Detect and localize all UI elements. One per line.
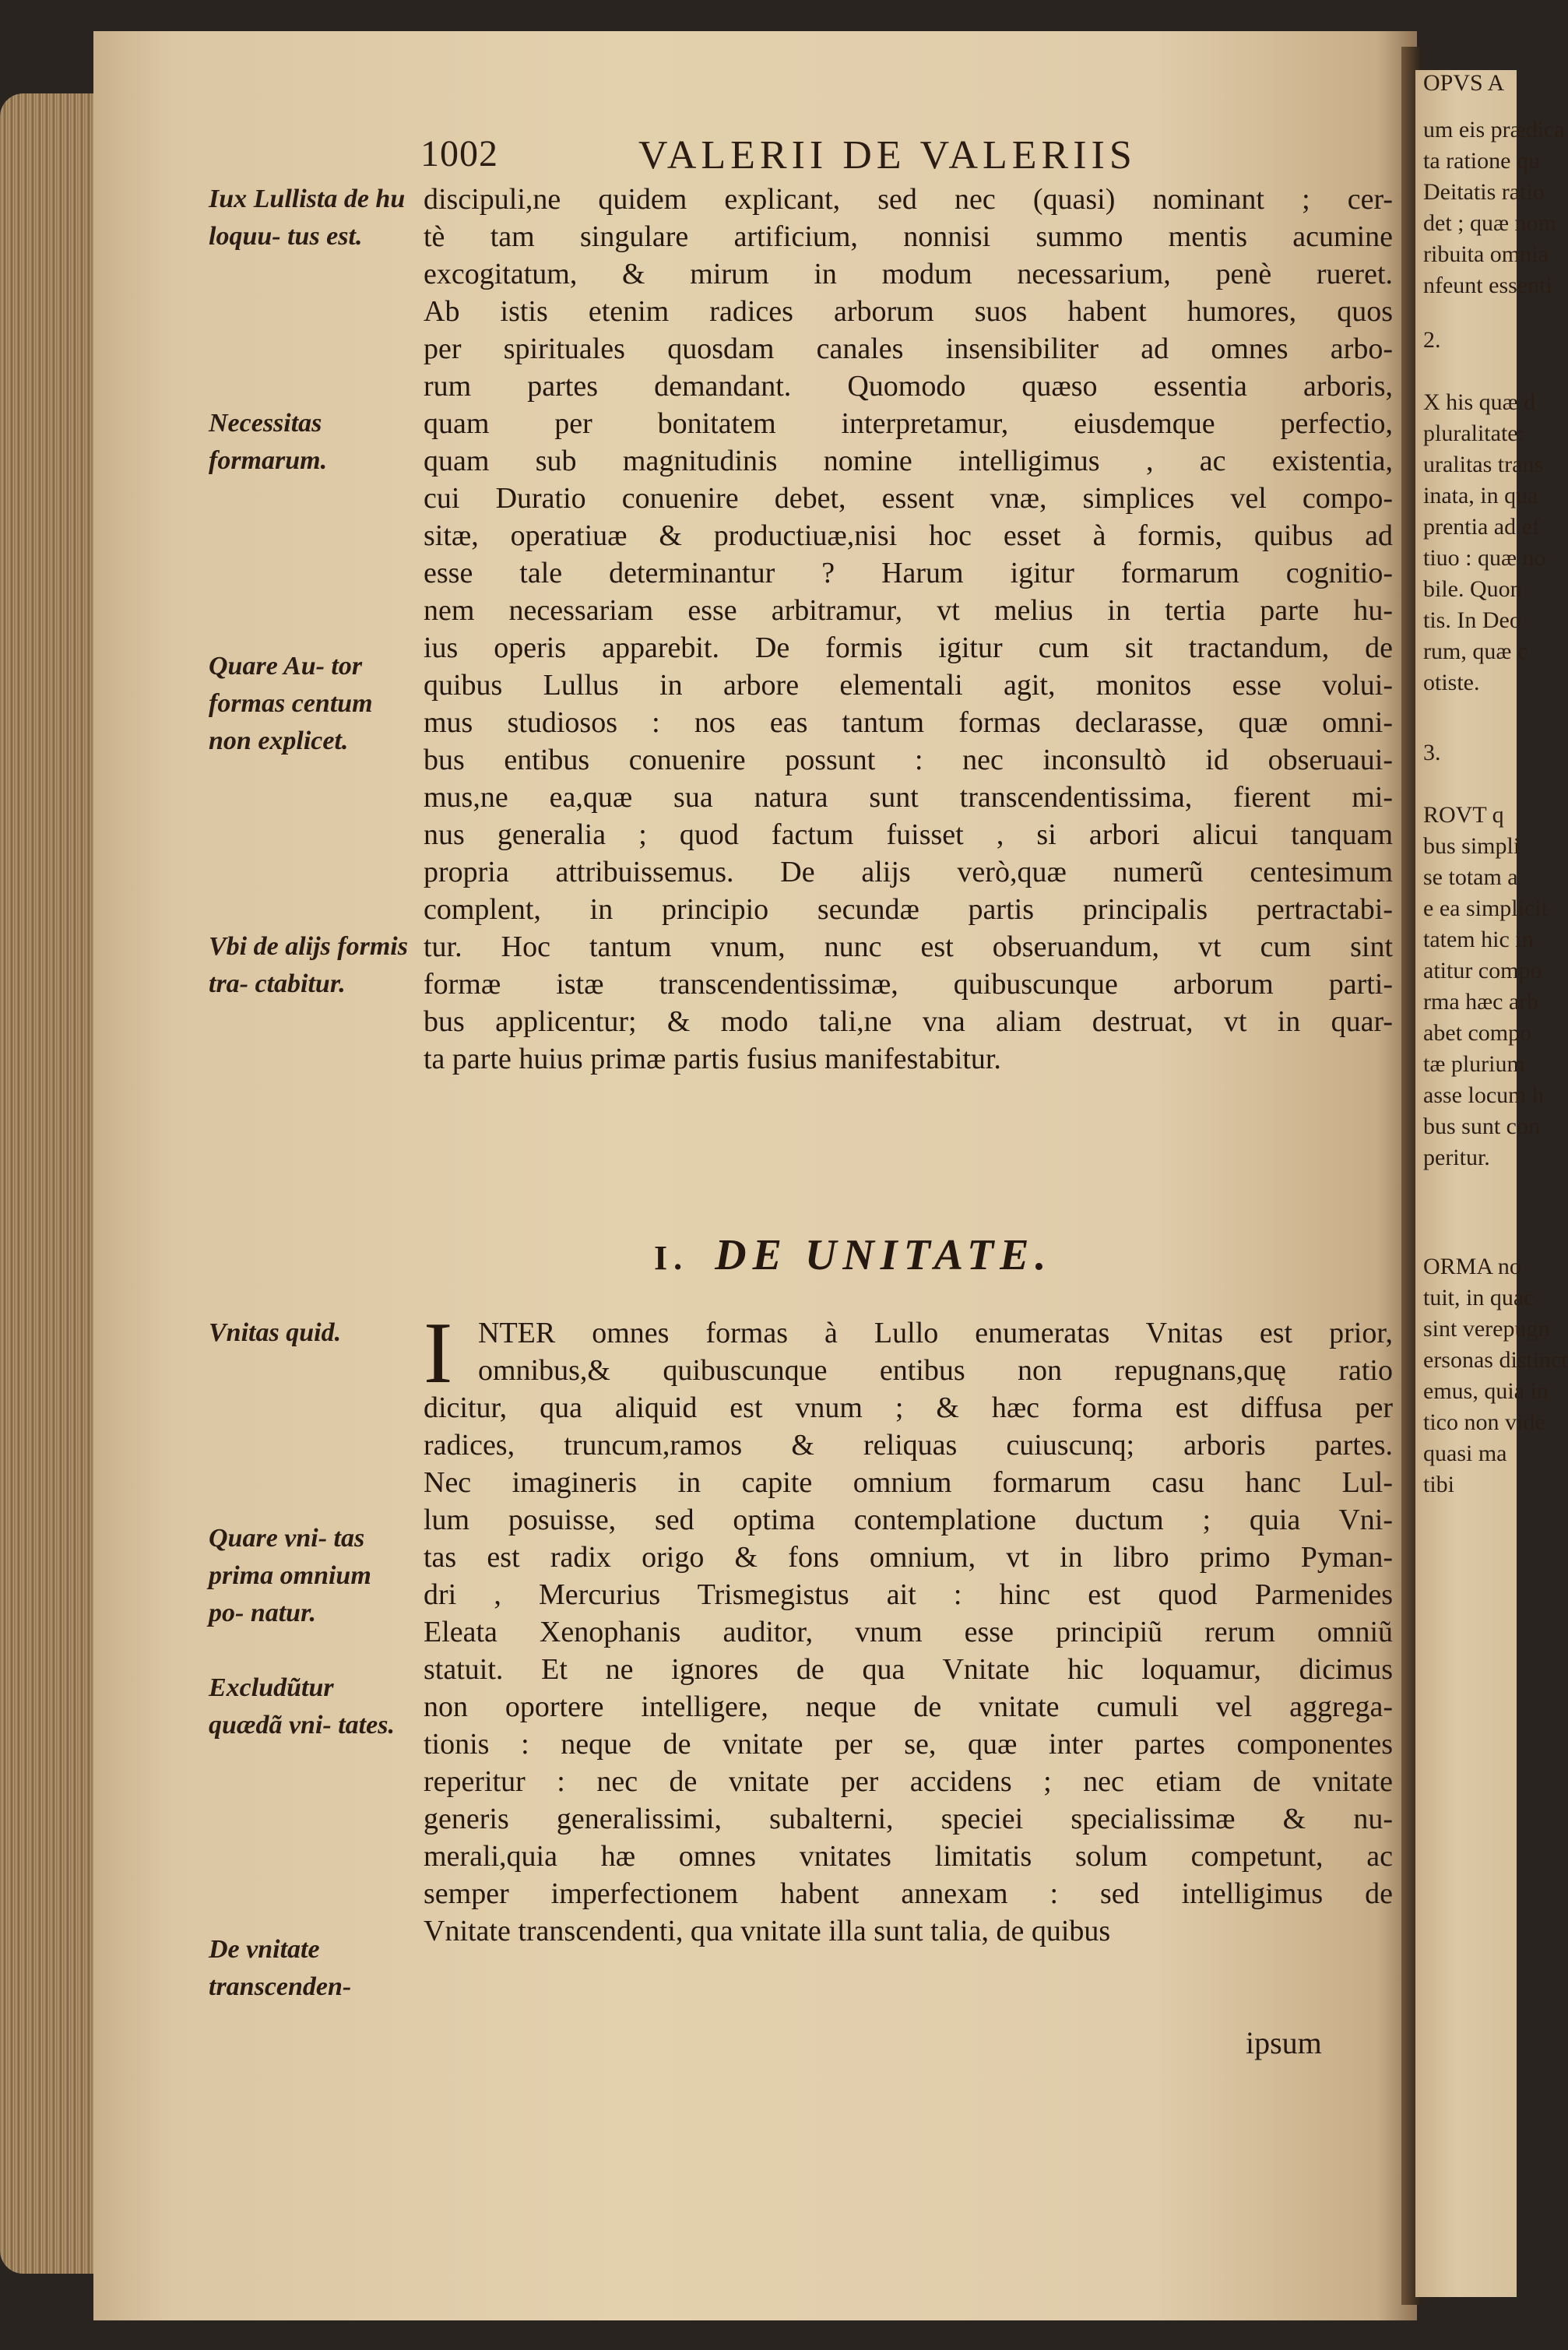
text-line: propria attribuissemus. De alijs verò,quæ numerũ centesimum [424, 856, 1393, 888]
facing-text-line: tiuo : quæ no [1423, 545, 1546, 571]
facing-text-line: rma hæc arb [1423, 989, 1539, 1015]
text-line: nem necessariam esse arbitramur, vt melius in tertia parte hu- [424, 594, 1393, 627]
text-line: statuit. Et ne ignores de qua Vnitate hic loquamur, dicimus [424, 1653, 1393, 1686]
text-line: discipuli,ne quidem explicant, sed nec (quasi) nominant ; cer- [424, 183, 1393, 216]
text-line: sitæ, operatiuæ & productiuæ,nisi hoc esset à formis, quibus ad [424, 519, 1393, 552]
text-line: tionis : neque de vnitate per se, quæ inter partes componentes [424, 1728, 1393, 1761]
facing-text-line: OPVS A [1423, 70, 1505, 96]
facing-text-line: det ; quæ nom [1423, 210, 1556, 236]
text-line: bus entibus conuenire possunt : nec inconsultò id obseruaui- [424, 744, 1393, 776]
facing-text-line: inata, in qua [1423, 483, 1538, 508]
facing-text-line: 2. [1423, 327, 1441, 353]
facing-text-line: ta ratione qu [1423, 148, 1540, 174]
catchword: ipsum [1246, 2025, 1322, 2060]
facing-text-line: tæ plurium [1423, 1051, 1525, 1077]
facing-text-line: tis. In Deo [1423, 607, 1521, 633]
facing-text-line: tuit, in quac [1423, 1285, 1535, 1310]
facing-text-line: ROVT q [1423, 802, 1504, 828]
margin-note: Quare vni- tas prima omnium po- natur. [209, 1524, 371, 1627]
text-line: Nec imagineris in capite omnium formarum casu hanc Lul- [424, 1466, 1393, 1499]
text-line: nus generalia ; quod factum fuisset , si arbori alicui tanquam [424, 818, 1393, 851]
facing-text-line: ribuita omnia [1423, 241, 1549, 267]
text-line: merali,quia hæ omnes vnitates limitatis solum competunt, ac [424, 1840, 1393, 1873]
facing-text-line: nfeunt essenti [1423, 273, 1552, 298]
facing-text-line: peritur. [1423, 1145, 1490, 1170]
text-line: formæ istæ transcendentissimæ, quibuscunque arborum parti- [424, 968, 1393, 1001]
text-line: reperitur : nec de vnitate per accidens ; nec etiam de vnitate [424, 1765, 1393, 1798]
text-line: quam per bonitatem interpretamur, eiusdemque perfectio, [424, 407, 1393, 440]
margin-note: Quare Au- tor formas centum non explicet. [209, 652, 373, 755]
text-line: semper imperfectionem habent annexam : sed intelligimus de [424, 1877, 1393, 1910]
running-title: VALERII DE VALERIIS [638, 133, 1137, 178]
facing-text-line: atitur compo [1423, 958, 1542, 983]
text-line: esse tale determinantur ? Harum igitur formarum cognitio- [424, 557, 1393, 589]
text-line: quibus Lullus in arbore elementali agit, monitos esse volui- [424, 669, 1393, 702]
text-line: rum partes demandant. Quomodo quæso essentia arboris, [424, 370, 1393, 403]
text-line: non oportere intelligere, neque de vnitate cumuli vel aggrega- [424, 1690, 1393, 1723]
text-line: quam sub magnitudinis nomine intelligimus , ac existentia, [424, 445, 1393, 477]
text-line: omnibus,& quibuscunque entibus non repugnans,quę ratio [478, 1354, 1393, 1387]
text-line: tur. Hoc tantum vnum, nunc est obseruandum, vt cum sint [424, 931, 1393, 963]
running-head [420, 132, 1433, 179]
text-line: NTER omnes formas à Lullo enumeratas Vnitas est prior, [478, 1317, 1393, 1349]
section-heading [654, 1230, 1199, 1285]
text-line: Eleata Xenophanis auditor, vnum esse principiũ rerum omniũ [424, 1616, 1393, 1648]
facing-text-line: e ea simplicit [1423, 895, 1548, 921]
facing-text-line: rum, quæ c [1423, 639, 1528, 664]
text-line: Vnitate transcendenti, qua vnitate illa sunt talia, de quibus [424, 1915, 1111, 1947]
facing-text-line: bile. Quon [1423, 576, 1522, 602]
facing-text-line: um eis prædica [1423, 117, 1565, 142]
facing-text-line: tico non vide [1423, 1409, 1545, 1435]
page-number: 1002 [420, 133, 498, 174]
section-title: DE UNITATE. [715, 1231, 1053, 1279]
facing-text-line: bus simpli [1423, 833, 1521, 859]
facing-page-fragment [1415, 70, 1568, 2297]
page-edge-stack [0, 93, 109, 2274]
facing-text-line: sint verepugn [1423, 1316, 1550, 1342]
margin-note: Vbi de alijs formis tra- ctabitur. [209, 932, 408, 998]
text-line: per spirituales quosdam canales insensibiliter ad omnes arbo- [424, 332, 1393, 365]
text-line: lum posuisse, sed optima contemplatione ductum ; quia Vni- [424, 1504, 1393, 1536]
text-line: Ab istis etenim radices arborum suos habent humores, quos [424, 295, 1393, 328]
margin-note: Vnitas quid. [209, 1318, 342, 1347]
text-line: generis generalissimi, subalterni, speciei specialissimæ & nu- [424, 1803, 1393, 1835]
text-line: complent, in principio secundæ partis principalis pertractabi- [424, 893, 1393, 926]
drop-capital: I [424, 1305, 453, 1402]
margin-note: Iux Lullista de hu loquu- tus est. [209, 185, 406, 251]
facing-text-line: ersonas distinct [1423, 1347, 1568, 1373]
facing-text-line: tibi [1423, 1472, 1455, 1497]
margin-note: De vnitate transcenden- [209, 1935, 352, 2001]
text-line: radices, truncum,ramos & reliquas cuiuscunq; arboris partes. [424, 1429, 1393, 1462]
text-line: cui Duratio conuenire debet, essent vnæ, simplices vel compo- [424, 482, 1393, 515]
facing-text-line: prentia ad ef [1423, 514, 1540, 540]
facing-text-line: tatem hic in [1423, 927, 1534, 952]
text-line: mus,ne ea,quæ sua natura sunt transcendentissima, fierent mi- [424, 781, 1393, 814]
text-line: excogitatum, & mirum in modum necessarium, penè rueret. [424, 258, 1393, 290]
text-line: dri , Mercurius Trismegistus ait : hinc est quod Parmenides [424, 1578, 1393, 1611]
body-text-1 [424, 181, 1393, 1078]
facing-text-line: se totam a [1423, 864, 1518, 890]
facing-text-line: abet compo [1423, 1020, 1532, 1046]
body-text-2 [424, 1305, 1393, 1950]
text-line: tè tam singulare artificium, nonnisi summo mentis acumine [424, 220, 1393, 253]
text-line: ius operis apparebit. De formis igitur cum sit tractandum, de [424, 631, 1393, 664]
facing-text-line: otiste. [1423, 670, 1480, 695]
facing-text-line: asse locum h [1423, 1082, 1544, 1108]
section-number: I. [654, 1239, 689, 1277]
facing-text-line: 3. [1423, 740, 1441, 765]
text-line: dicitur, qua aliquid est vnum ; & hæc forma est diffusa per [424, 1391, 1393, 1424]
text-line: tas est radix origo & fons omnium, vt in libro primo Pyman- [424, 1541, 1393, 1574]
text-line: bus applicentur; & modo tali,ne vna aliam destruat, vt in quar- [424, 1005, 1393, 1038]
facing-text-line: uralitas trans [1423, 452, 1544, 477]
facing-text-line: bus sunt con [1423, 1113, 1540, 1139]
facing-text-line: quasi ma [1423, 1441, 1507, 1466]
text-line: mus studiosos : nos eas tantum formas declarasse, quæ omni- [424, 706, 1393, 739]
facing-text-line: pluralitate: [1423, 420, 1524, 446]
margin-note: Necessitas formarum. [209, 409, 328, 475]
facing-text-line: Deitatis ratio [1423, 179, 1545, 205]
facing-text-line: emus, quia in [1423, 1378, 1549, 1404]
text-line: ta parte huius primæ partis fusius manifestabitur. [424, 1043, 1001, 1075]
facing-text-line: X his quæ d [1423, 389, 1536, 415]
facing-text-line: ORMA no [1423, 1254, 1521, 1279]
margin-note: Excludũtur quædã vni- tates. [209, 1673, 395, 1740]
